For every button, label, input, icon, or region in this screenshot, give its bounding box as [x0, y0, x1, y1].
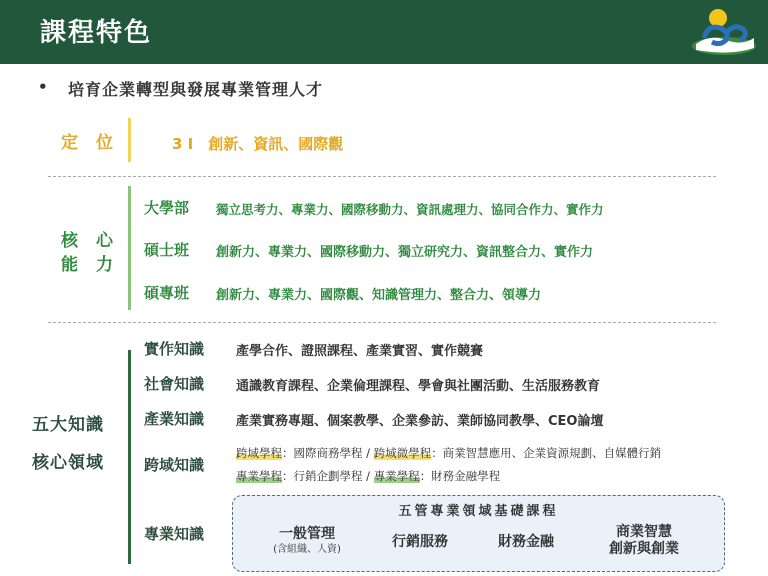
cross-domain-text: ：商業智慧應用、企業資源規劃、自媒體行銷: [431, 446, 662, 460]
knowledge-row-category: 產業知識: [144, 410, 205, 428]
school-logo-icon: [690, 4, 758, 58]
course-name: 一般管理: [279, 526, 335, 542]
cross-domain-text: ：行銷企劃學程 /: [282, 469, 374, 483]
knowledge-row-category: 跨域知識: [144, 456, 205, 474]
positioning-label: 定 位: [61, 133, 119, 153]
professional-program-2: 專業學程: [373, 469, 420, 483]
bullet-dot: •: [38, 78, 48, 96]
core-row-text: 創新力、專業力、國際移動力、獨立研究力、資訊整合力、實作力: [216, 245, 594, 260]
positioning-content: 3 I 創新、資訊、國際觀: [172, 135, 344, 153]
cross-domain-text: ：國際商務學程 /: [282, 446, 374, 460]
core-row-category: 碩士班: [144, 241, 190, 259]
section-divider-1: [48, 176, 716, 177]
positioning-divider: [128, 118, 131, 162]
core-courses-box: [232, 495, 725, 572]
knowledge-row-category: 專業知識: [144, 525, 205, 543]
page-title: 課程特色: [40, 18, 153, 48]
core-ability-label-1: 核 心: [61, 231, 119, 251]
course-marketing: 行銷服務: [392, 534, 448, 550]
section-divider-2: [48, 322, 716, 323]
core-ability-label-2: 能 力: [61, 255, 119, 275]
course-business-intelligence: [589, 524, 699, 558]
bullet-heading: 培育企業轉型與發展專業管理人才: [68, 80, 324, 99]
professional-program: 專業學程: [236, 469, 282, 483]
core-row-text: 創新力、專業力、國際觀、知識管理力、整合力、領導力: [216, 288, 542, 303]
course-general-management: [257, 526, 357, 557]
core-row-category: 大學部: [144, 199, 190, 217]
knowledge-label-2: 核心領域: [32, 453, 104, 473]
cross-domain-program: 跨域學程: [236, 446, 282, 460]
course-sub: (含組織、人資): [273, 544, 341, 555]
cross-domain-line-2: [236, 468, 500, 484]
cross-domain-micro-program: 跨域微學程: [373, 446, 432, 460]
core-courses-title: 五管專業領域基礎課程: [398, 504, 559, 519]
course-name-line-2: 創新與創業: [609, 541, 679, 557]
core-row-category: 碩專班: [144, 284, 190, 302]
knowledge-divider: [128, 350, 131, 564]
core-ability-divider: [128, 186, 131, 310]
course-finance: 財務金融: [498, 534, 554, 550]
cross-domain-text: ：財務金融學程: [419, 469, 501, 483]
knowledge-row-category: 實作知識: [144, 340, 205, 358]
knowledge-row-text: 產學合作、證照課程、產業實習、實作競賽: [236, 344, 484, 359]
header-bar: [0, 0, 768, 64]
knowledge-row-text: 產業實務專題、個案教學、企業參訪、業師協同教學、CEO論壇: [236, 414, 604, 429]
cross-domain-line-1: [236, 445, 661, 461]
core-row-text: 獨立思考力、專業力、國際移動力、資訊處理力、協同合作力、實作力: [216, 202, 604, 217]
knowledge-row-text: 通識教育課程、企業倫理課程、學會與社團活動、生活服務教育: [236, 379, 601, 394]
knowledge-label-1: 五大知識: [32, 415, 104, 435]
knowledge-row-category: 社會知識: [144, 375, 205, 393]
course-name: 商業智慧: [616, 524, 672, 540]
